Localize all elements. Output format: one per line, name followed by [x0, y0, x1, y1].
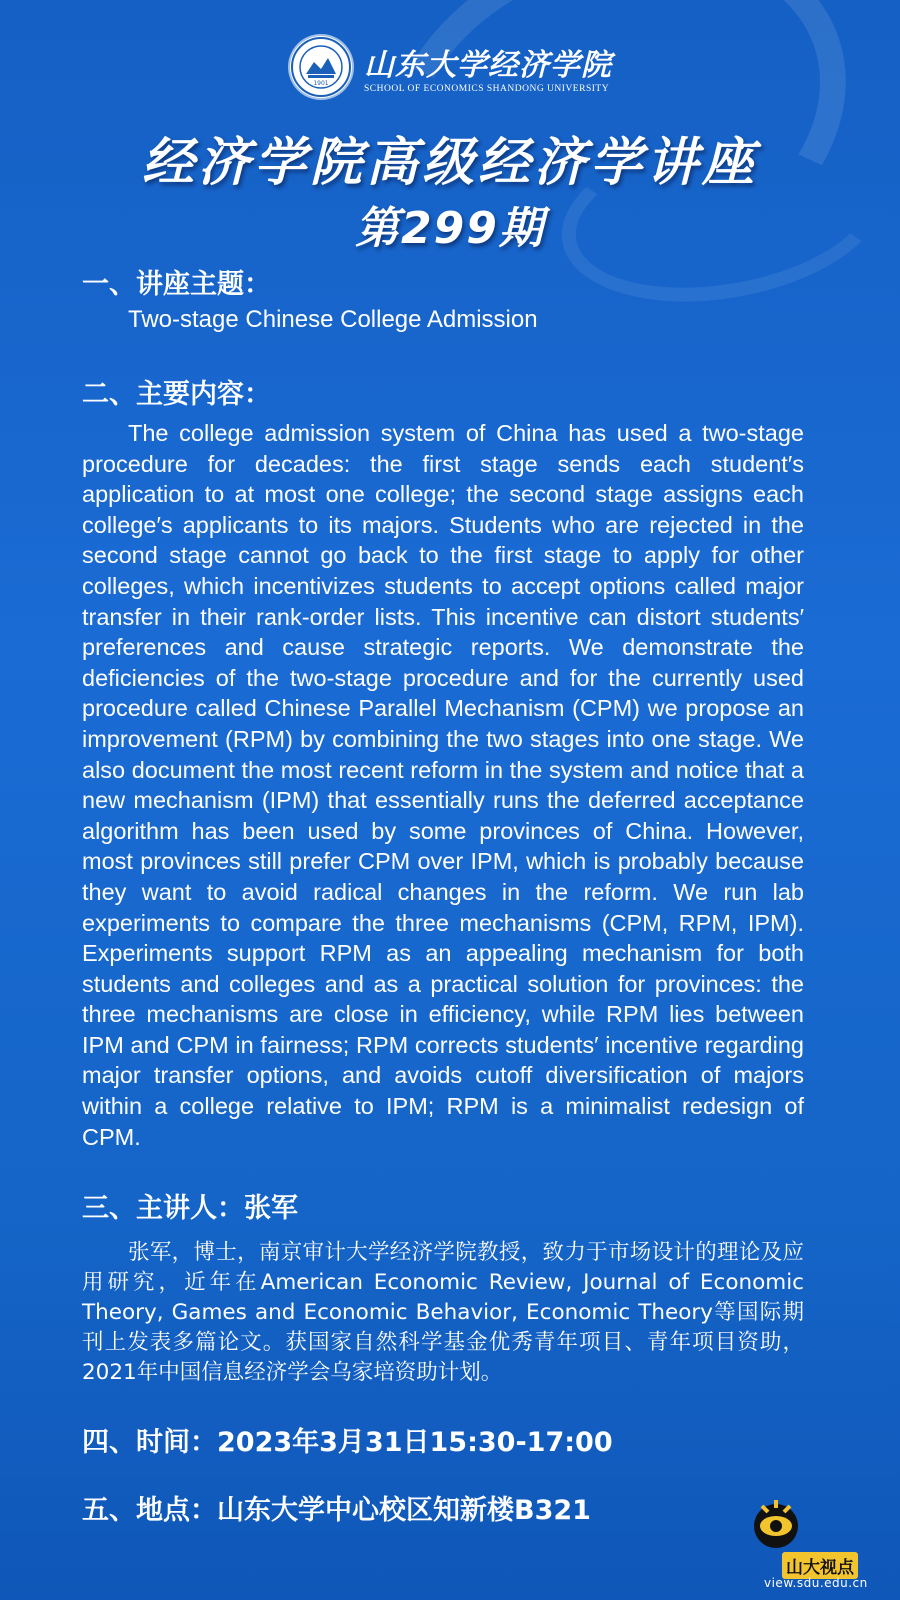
sdu-logo-name: 山大视点: [782, 1552, 858, 1579]
content-heading: 二、主要内容：: [82, 379, 271, 410]
lecture-venue: 五、地点：山东大学中心校区知新楼B321: [82, 1495, 591, 1526]
lecture-time: 四、时间：2023年3月31日15:30-17:00: [82, 1427, 613, 1458]
sdu-logo-url: view.sdu.edu.cn: [764, 1576, 868, 1590]
university-emblem-icon: [290, 36, 352, 98]
school-name-english: SCHOOL OF ECONOMICS SHANDONG UNIVERSITY: [364, 84, 610, 94]
sdu-viewpoint-logo: [752, 1496, 882, 1592]
issue-number: 第299期: [355, 203, 545, 254]
speaker-heading: 三、主讲人：张军: [82, 1193, 298, 1224]
emblem-year: 1901: [313, 80, 329, 87]
lecture-series-title: 经济学院高级经济学讲座: [141, 133, 758, 193]
speaker-bio: 张军，博士，南京审计大学经济学院教授，致力于市场设计的理论及应用研究，近年在American Economic Review, Journal of Economic Theory, Games and Economic Behavior, Economic Theory等国际期刊上发表多篇论文。获国家自然科学基金优秀青年项目、青年项目资助，2021年中国信息经济学会乌家培资助计划。: [82, 1240, 804, 1385]
sdu-eye-icon: [752, 1496, 812, 1556]
school-header: [290, 36, 630, 102]
lecture-topic: Two-stage Chinese College Admission: [128, 306, 538, 333]
lecture-abstract: The college admission system of China has used a two-stage procedure for decades: the first stage sends each student′s application to at most one college; the second stage assigns each college′s applicants to its majors. Students who are rejected in the second stage cannot go back to the first stage to apply for other colleges, which incentivizes students to accept options called major transfer in their rank-order lists. This incentive can distort students′ preferences and cause strategic reports. We demonstrate the deficiencies of the two-stage procedure and for the currently used procedure called Chinese Parallel Mechanism (CPM) we propose an improvement (RPM) by combining the two stages into one stage. We also document the most recent reform in the system and notice that a new mechanism (IPM) that essentially runs the deferred acceptance algorithm has been used by some provinces of China. However, most provinces still prefer CPM over IPM, which is probably because they want to avoid radical changes in the reform. We run lab experiments to compare the three mechanisms (CPM, RPM, IPM). Experiments support RPM as an appealing mechanism for both students and colleges and as a practical solution for provinces: the three mechanisms are close in efficiency, while RPM lies between IPM and CPM in fairness; RPM corrects students′ incentive regarding major transfer options, and avoids cutoff diversification of majors within a college relative to IPM; RPM is a minimalist redesign of CPM.: [82, 420, 804, 1150]
school-name-chinese: 山东大学经济学院: [364, 48, 612, 83]
topic-heading: 一、讲座主题：: [82, 269, 271, 300]
